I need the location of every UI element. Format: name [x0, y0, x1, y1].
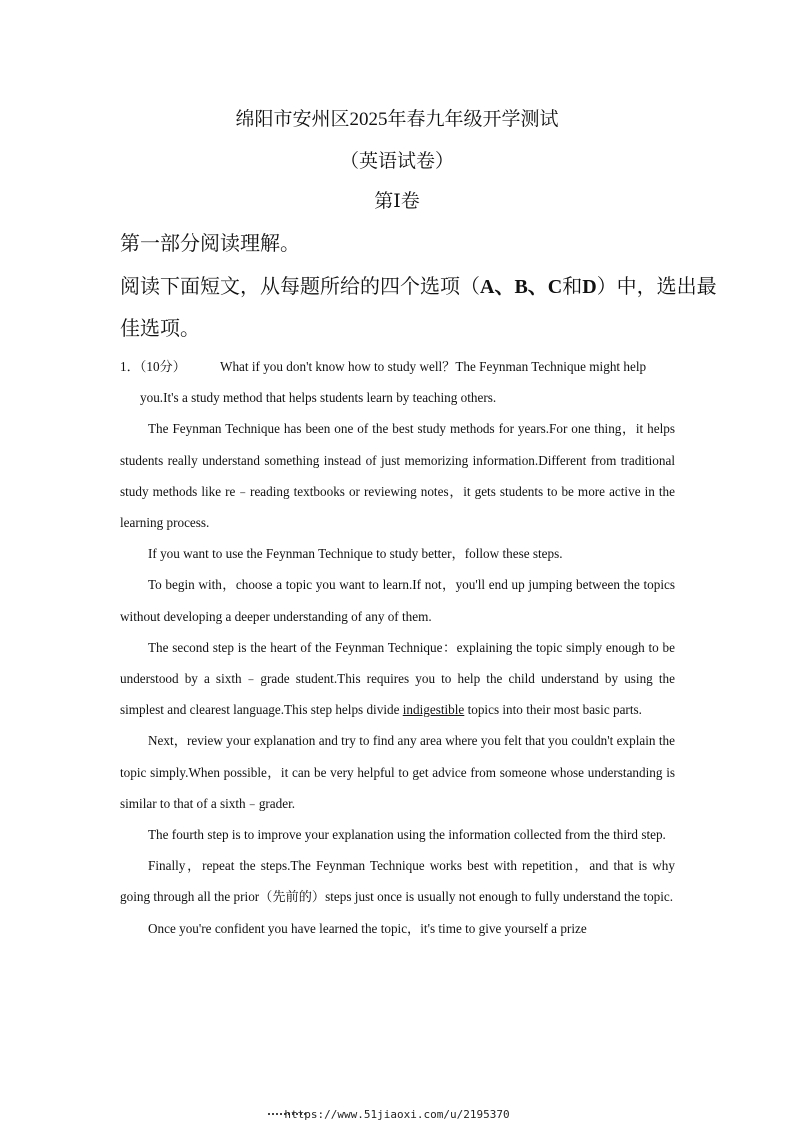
instruction-pre: 阅读下面短文，从每题所给的四个选项（ — [120, 276, 480, 298]
exam-subtitle: （英语试卷） — [339, 151, 454, 172]
underlined-word: indigestible — [402, 702, 465, 718]
question-first-line: What if you don't know how to study well？The Feynman Technique might help — [220, 359, 647, 374]
section-instruction — [120, 266, 720, 350]
reading-passage — [120, 351, 675, 944]
passage-paragraph: If you want to use the Feynman Technique to study better，follow these steps. — [148, 546, 563, 562]
passage-paragraph: Once you're confident you have learned the topic，it's time to give yourself a prize — [148, 920, 587, 936]
passage-paragraph: Finally，repeat the steps.The Feynman Technique works best with repetition，and that is why going through all the prior（先前的）steps just once is usually not enough to fully understand the topic. — [120, 858, 675, 905]
p4-text-pre: The second step is the heart of the Feynman Technique：explaining the topic simply enough to be understood by a sixth﹣grade student.This requires you to help the child understand by using the simplest and clearest language.This step helps divide — [120, 639, 675, 718]
instruction-options: A、B、C — [480, 276, 563, 298]
instruction-and: 和 — [562, 276, 583, 298]
passage-paragraph: Next，review your explanation and try to find any area where you felt that you couldn't explain the topic simply.When possible，it can be very helpful to get advice from someone whose understanding is similar to that of a sixth﹣grader. — [120, 733, 675, 811]
passage-paragraph: To begin with，choose a topic you want to learn.If not，you'll end up jumping between the topics without developing a deeper understanding of any of them. — [120, 577, 675, 624]
volume-label: 第Ⅰ卷 — [374, 191, 420, 212]
question-first-cont: you.It's a study method that helps students learn by teaching others. — [140, 390, 497, 406]
exam-title: 绵阳市安州区2025年春九年级开学测试 — [235, 109, 559, 130]
passage-paragraph: The Feynman Technique has been one of the best study methods for years.For one thing，it helps students really understand something instead of just memorizing information.Different from traditional study methods like re﹣reading textbooks or reviewing notes，it gets students to be more active in the learning process. — [120, 421, 675, 531]
instruction-post: ）中，选出最佳选项。 — [120, 276, 717, 340]
p4-text-post: topics into their most basic parts. — [464, 702, 642, 718]
section-title: 第一部分阅读理解。 — [120, 233, 300, 255]
question-number: 1．（10分） — [120, 359, 186, 374]
footer-url[interactable]: https://www.51jiaoxi.com/u/2195370 — [284, 1108, 510, 1121]
question-header — [120, 351, 675, 382]
passage-paragraph: The fourth step is to improve your explanation using the information collected from the third step. — [148, 827, 666, 843]
passage-paragraph — [120, 632, 675, 726]
instruction-option-d: D — [582, 276, 597, 298]
